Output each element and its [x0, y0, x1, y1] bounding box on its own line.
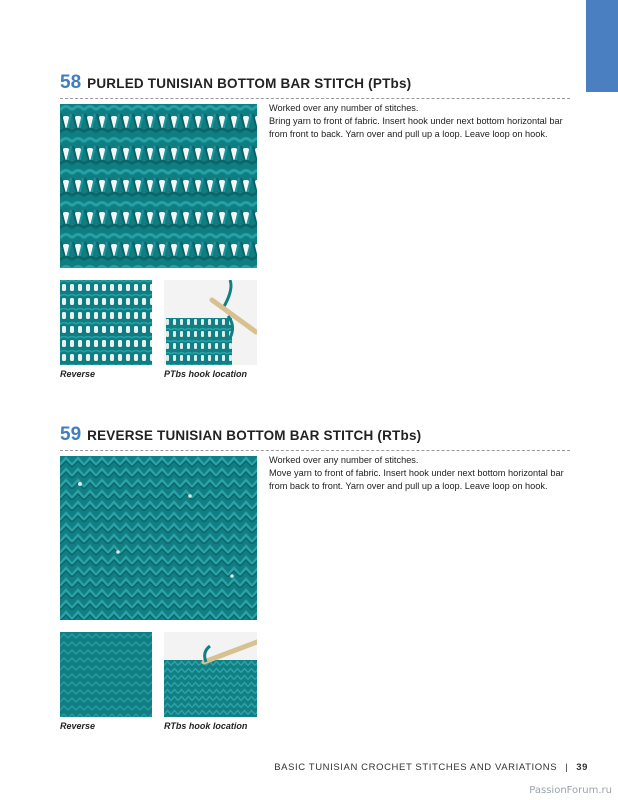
footer-title: BASIC TUNISIAN CROCHET STITCHES AND VARIATIONS	[274, 762, 558, 773]
section-number: 58	[60, 72, 82, 93]
hook-location-caption: RTbs hook location	[164, 721, 248, 731]
main-stitch-photo	[60, 456, 257, 620]
hook-location-photo	[164, 280, 257, 365]
watermark: PassionForum.ru	[529, 785, 612, 796]
stitch-count-note: Worked over any number of stitches.	[269, 103, 419, 113]
page-number: 39	[576, 762, 588, 773]
reverse-caption: Reverse	[60, 369, 96, 379]
hook-location-caption: PTbs hook location	[164, 369, 248, 379]
footer-separator: |	[565, 762, 569, 773]
section-59-description	[269, 454, 574, 493]
section-header	[60, 424, 570, 448]
main-stitch-photo	[60, 104, 257, 268]
hook-location-photo	[164, 632, 257, 717]
stitch-instructions: Bring yarn to front of fabric. Insert hook under next bottom horizontal bar from front to back. Yarn over and pull up a loop. Leave loop on hook.	[269, 116, 563, 139]
section-divider	[60, 98, 570, 99]
reverse-photo	[60, 280, 152, 365]
section-title: REVERSE TUNISIAN BOTTOM BAR STITCH (RTbs)	[87, 428, 422, 443]
section-number: 59	[60, 424, 82, 445]
stitch-count-note: Worked over any number of stitches.	[269, 455, 419, 465]
section-header	[60, 72, 570, 96]
section-58	[60, 72, 570, 99]
section-divider	[60, 450, 570, 451]
reverse-photo	[60, 632, 152, 717]
section-58-description	[269, 102, 574, 141]
section-title: PURLED TUNISIAN BOTTOM BAR STITCH (PTbs)	[87, 76, 412, 91]
reverse-caption: Reverse	[60, 721, 96, 731]
section-59	[60, 424, 570, 451]
chapter-tab	[586, 0, 618, 92]
page-footer	[274, 762, 588, 773]
stitch-instructions: Move yarn to front of fabric. Insert hook under next bottom horizontal bar from back to front. Yarn over and pull up a loop. Leave loop on hook.	[269, 468, 564, 491]
